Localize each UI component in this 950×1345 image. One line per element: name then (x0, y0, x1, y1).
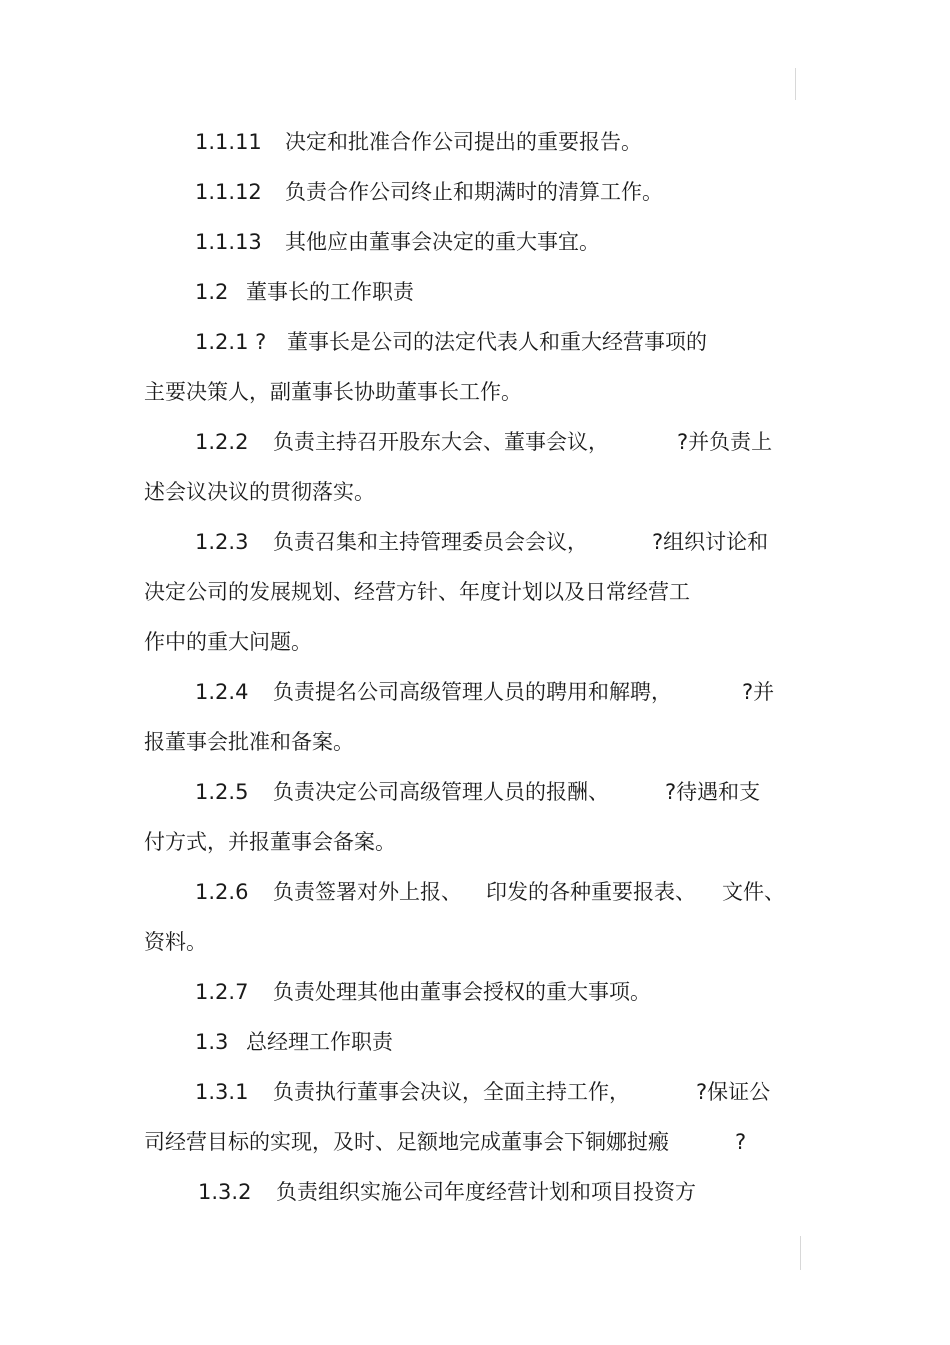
section-heading-1-2 (195, 277, 414, 307)
clause-continuation (144, 627, 312, 657)
clause-number: 1.2.2 (195, 430, 249, 454)
clause-text: 负责召集和主持管理委员会会议， (273, 530, 588, 554)
clause-continuation (144, 927, 207, 957)
clause-text: 司经营目标的实现，及时、足额地完成董事会下铜娜挝瘢 (144, 1130, 669, 1154)
clause-text: 负责签署对外上报、 (273, 880, 462, 904)
clause-number: 1.3.2 (198, 1180, 252, 1204)
clause-number: 1.1.13 (195, 230, 262, 254)
clause-1-3-2 (198, 1177, 696, 1207)
clause-1-2-4 (195, 677, 774, 707)
clause-text: 其他应由董事会决定的重大事宜。 (285, 230, 600, 254)
clause-number: 1.3.1 (195, 1080, 249, 1104)
clause-text-tail: ?并负责上 (677, 430, 773, 454)
clause-1-1-13 (195, 227, 600, 257)
clause-text: 董事长是公司的法定代表人和重大经营事项的 (287, 330, 707, 354)
clause-text: 主要决策人，副董事长协助董事长工作。 (144, 380, 522, 404)
section-number: 1.3 (195, 1030, 229, 1054)
clause-text: 作中的重大问题。 (144, 630, 312, 654)
clause-text: 负责执行董事会决议，全面主持工作， (273, 1080, 630, 1104)
clause-text: 决定和批准合作公司提出的重要报告。 (285, 130, 642, 154)
clause-number: 1.2.7 (195, 980, 249, 1004)
clause-1-1-12 (195, 177, 663, 207)
clause-1-2-1 (195, 327, 707, 357)
clause-continuation (144, 827, 396, 857)
clause-continuation (144, 377, 522, 407)
clause-text: 负责主持召开股东大会、董事会议， (273, 430, 609, 454)
clause-text-tail: 文件、 (722, 880, 785, 904)
clause-number: 1.2.4 (195, 680, 249, 704)
clause-text: 述会议决议的贯彻落实。 (144, 480, 375, 504)
clause-text: 负责提名公司高级管理人员的聘用和解聘， (273, 680, 672, 704)
clause-number: 1.2.3 (195, 530, 249, 554)
clause-text: 资料。 (144, 930, 207, 954)
margin-mark-top (795, 68, 796, 100)
clause-1-2-3 (195, 527, 768, 557)
clause-text: 付方式，并报董事会备案。 (144, 830, 396, 854)
section-title: 总经理工作职责 (246, 1030, 393, 1054)
section-title: 董事长的工作职责 (246, 280, 414, 304)
clause-continuation (144, 477, 375, 507)
clause-1-2-7 (195, 977, 651, 1007)
clause-text-tail: ?并 (742, 680, 775, 704)
clause-text-tail: ?组织讨论和 (652, 530, 769, 554)
clause-continuation (144, 727, 354, 757)
clause-number: 1.2.6 (195, 880, 249, 904)
clause-number: 1.2.1 ? (195, 330, 267, 354)
clause-number: 1.1.12 (195, 180, 262, 204)
clause-1-2-5 (195, 777, 760, 807)
clause-text-tail: ?保证公 (696, 1080, 771, 1104)
clause-text: 负责合作公司终止和期满时的清算工作。 (285, 180, 663, 204)
clause-number: 1.2.5 (195, 780, 249, 804)
section-heading-1-3 (195, 1027, 393, 1057)
clause-text: 负责决定公司高级管理人员的报酬、 (273, 780, 609, 804)
clause-text-tail: ? (735, 1130, 747, 1154)
clause-1-3-1 (195, 1077, 770, 1107)
clause-continuation (144, 1127, 746, 1157)
clause-continuation (144, 577, 690, 607)
clause-text: 决定公司的发展规划、经营方针、年度计划以及日常经营工 (144, 580, 690, 604)
clause-text-mid: 印发的各种重要报表、 (486, 880, 696, 904)
clause-text: 负责处理其他由董事会授权的重大事项。 (273, 980, 651, 1004)
clause-1-2-6 (195, 877, 785, 907)
section-number: 1.2 (195, 280, 229, 304)
clause-number: 1.1.11 (195, 130, 262, 154)
clause-text: 负责组织实施公司年度经营计划和项目投资方 (276, 1180, 696, 1204)
clause-text-tail: ?待遇和支 (665, 780, 761, 804)
clause-1-1-11 (195, 127, 642, 157)
margin-mark-bottom (800, 1236, 801, 1270)
clause-1-2-2 (195, 427, 772, 457)
clause-text: 报董事会批准和备案。 (144, 730, 354, 754)
